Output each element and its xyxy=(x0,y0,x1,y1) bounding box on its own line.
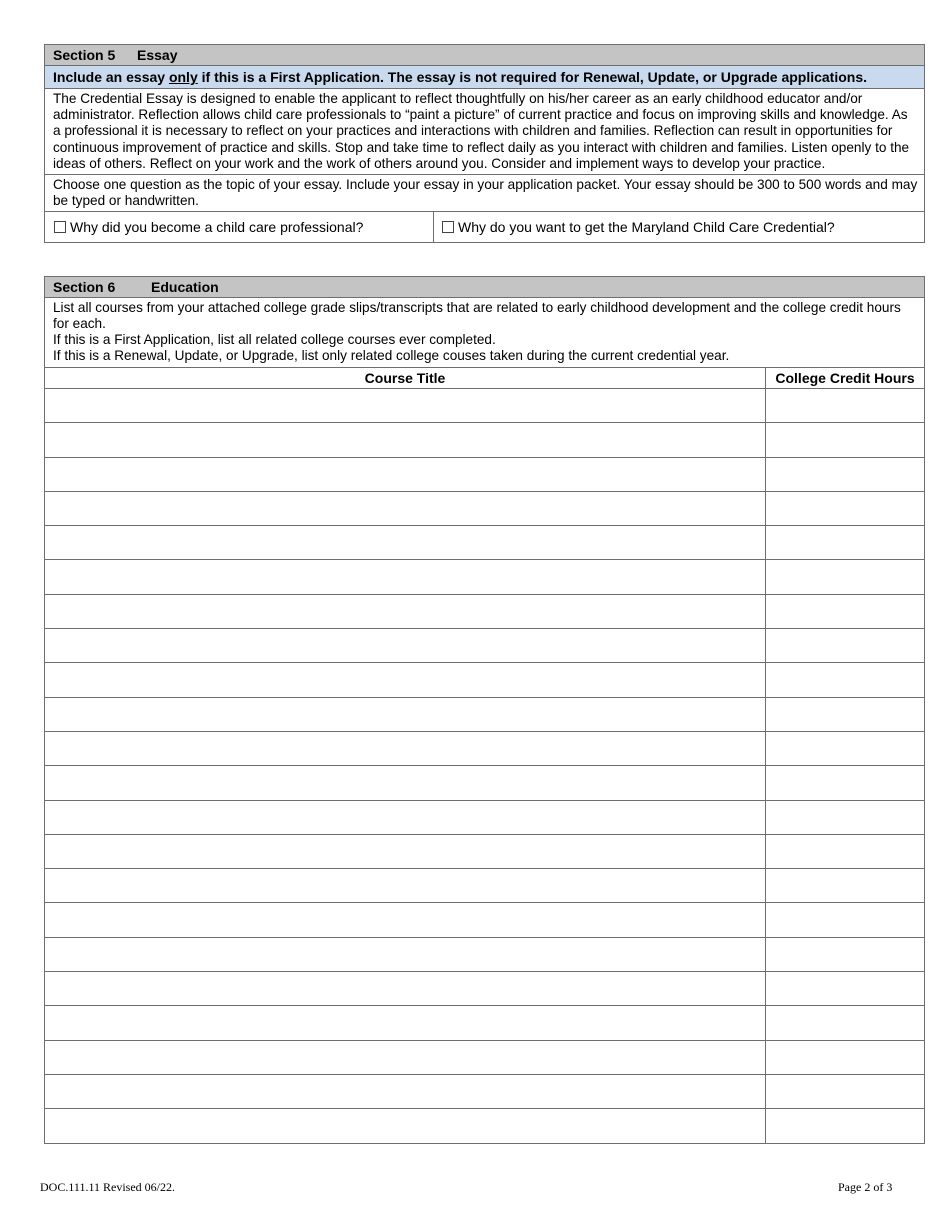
credit-hours-cell[interactable] xyxy=(766,423,925,457)
credit-hours-cell[interactable] xyxy=(766,1074,925,1108)
table-row xyxy=(45,457,924,491)
credit-hours-cell[interactable] xyxy=(766,1040,925,1074)
course-title-cell[interactable] xyxy=(45,491,766,525)
checkbox-icon[interactable] xyxy=(442,221,454,233)
credit-hours-cell[interactable] xyxy=(766,766,925,800)
essay-description-text: The Credential Essay is designed to enable the applicant to reflect thoughtfully on his/her career as an early childhood educator and/or administrator. Reflection allows child care professionals to “paint a picture” of current practice and focus on improving skills and knowledge. As a professional it is necessary to reflect on your practices and interactions with children and families. Reflection can result in opportunities for continuous improvement of practice and skills. Stop and take time to reflect daily as you interact with children and families. Listen openly to the ideas of others. Reflect on your work and the work of others around you. Consider and implement ways to develop your practice. xyxy=(53,91,910,171)
essay-topic-options xyxy=(45,212,924,242)
table-row xyxy=(45,526,924,560)
course-title-cell[interactable] xyxy=(45,972,766,1006)
course-title-cell[interactable] xyxy=(45,869,766,903)
page-number: Page 2 of 3 xyxy=(838,1180,893,1194)
table-row xyxy=(45,903,924,937)
section-5-essay xyxy=(44,44,925,243)
course-title-header: Course Title xyxy=(45,368,766,389)
essay-option-1[interactable] xyxy=(45,212,434,242)
table-row xyxy=(45,491,924,525)
credit-hours-cell[interactable] xyxy=(766,1109,925,1143)
table-row xyxy=(45,972,924,1006)
credit-hours-header: College Credit Hours xyxy=(766,368,925,389)
course-title-cell[interactable] xyxy=(45,1040,766,1074)
table-row xyxy=(45,1109,924,1143)
section-6-education xyxy=(44,276,925,1144)
credit-hours-cell[interactable] xyxy=(766,1006,925,1040)
credit-hours-cell[interactable] xyxy=(766,491,925,525)
credit-hours-cell[interactable] xyxy=(766,937,925,971)
course-title-cell[interactable] xyxy=(45,1074,766,1108)
option-label: Why did you become a child care professional? xyxy=(70,219,364,236)
table-row xyxy=(45,1040,924,1074)
course-title-cell[interactable] xyxy=(45,800,766,834)
table-row xyxy=(45,663,924,697)
table-row xyxy=(45,937,924,971)
essay-option-2[interactable] xyxy=(434,212,924,242)
table-row xyxy=(45,594,924,628)
table-row xyxy=(45,869,924,903)
essay-description xyxy=(45,89,924,175)
course-title-cell[interactable] xyxy=(45,1109,766,1143)
course-title-cell[interactable] xyxy=(45,937,766,971)
credit-hours-cell[interactable] xyxy=(766,629,925,663)
course-title-cell[interactable] xyxy=(45,697,766,731)
credit-hours-cell[interactable] xyxy=(766,560,925,594)
checkbox-icon[interactable] xyxy=(54,221,66,233)
course-title-cell[interactable] xyxy=(45,526,766,560)
table-row xyxy=(45,560,924,594)
option-label: Why do you want to get the Maryland Child Care Credential? xyxy=(458,219,835,236)
credit-hours-cell[interactable] xyxy=(766,526,925,560)
essay-requirement-note xyxy=(45,66,924,89)
credit-hours-cell[interactable] xyxy=(766,389,925,423)
instruction-line: If this is a Renewal, Update, or Upgrade, list only related college couses taken during the current credential year. xyxy=(53,348,730,363)
course-title-cell[interactable] xyxy=(45,834,766,868)
section-number: Section 6 xyxy=(53,279,116,295)
section-6-header xyxy=(45,277,924,298)
table-row xyxy=(45,731,924,765)
course-title-cell[interactable] xyxy=(45,629,766,663)
table-row xyxy=(45,1006,924,1040)
document-id: DOC.111.11 Revised 06/22. xyxy=(40,1180,175,1194)
table-row xyxy=(45,629,924,663)
note-emphasis: only xyxy=(168,69,198,85)
credit-hours-cell[interactable] xyxy=(766,594,925,628)
credit-hours-cell[interactable] xyxy=(766,663,925,697)
section-title: Education xyxy=(151,279,219,295)
course-title-cell[interactable] xyxy=(45,594,766,628)
courses-table xyxy=(45,368,924,1143)
table-row xyxy=(45,697,924,731)
course-title-cell[interactable] xyxy=(45,731,766,765)
education-instructions xyxy=(45,298,924,368)
instruction-line: If this is a First Application, list all related college courses ever completed. xyxy=(53,332,496,347)
course-title-cell[interactable] xyxy=(45,903,766,937)
credit-hours-cell[interactable] xyxy=(766,800,925,834)
section-number: Section 5 xyxy=(53,47,116,63)
section-title: Essay xyxy=(137,47,178,63)
credit-hours-cell[interactable] xyxy=(766,731,925,765)
table-row xyxy=(45,389,924,423)
credit-hours-cell[interactable] xyxy=(766,834,925,868)
essay-instructions-text: Choose one question as the topic of your essay. Include your essay in your application packet. Your essay should be 300 to 500 words and may be typed or handwritten. xyxy=(53,177,918,209)
table-row xyxy=(45,834,924,868)
table-row xyxy=(45,1074,924,1108)
credit-hours-cell[interactable] xyxy=(766,457,925,491)
course-title-cell[interactable] xyxy=(45,766,766,800)
note-text: Include an essay xyxy=(53,69,169,85)
course-title-cell[interactable] xyxy=(45,560,766,594)
instruction-line: List all courses from your attached college grade slips/transcripts that are related to early childhood development and the college credit hours for each. xyxy=(53,300,901,331)
course-title-cell[interactable] xyxy=(45,457,766,491)
credit-hours-cell[interactable] xyxy=(766,972,925,1006)
course-title-cell[interactable] xyxy=(45,1006,766,1040)
table-row xyxy=(45,423,924,457)
credit-hours-cell[interactable] xyxy=(766,903,925,937)
note-text-end: if this is a First Application. The essay is not required for Renewal, Update, or Upgrade applications. xyxy=(197,69,868,85)
table-row xyxy=(45,766,924,800)
course-title-cell[interactable] xyxy=(45,663,766,697)
credit-hours-cell[interactable] xyxy=(766,869,925,903)
essay-instructions xyxy=(45,175,924,212)
course-title-cell[interactable] xyxy=(45,389,766,423)
course-title-cell[interactable] xyxy=(45,423,766,457)
section-5-header xyxy=(45,45,924,66)
table-row xyxy=(45,800,924,834)
credit-hours-cell[interactable] xyxy=(766,697,925,731)
